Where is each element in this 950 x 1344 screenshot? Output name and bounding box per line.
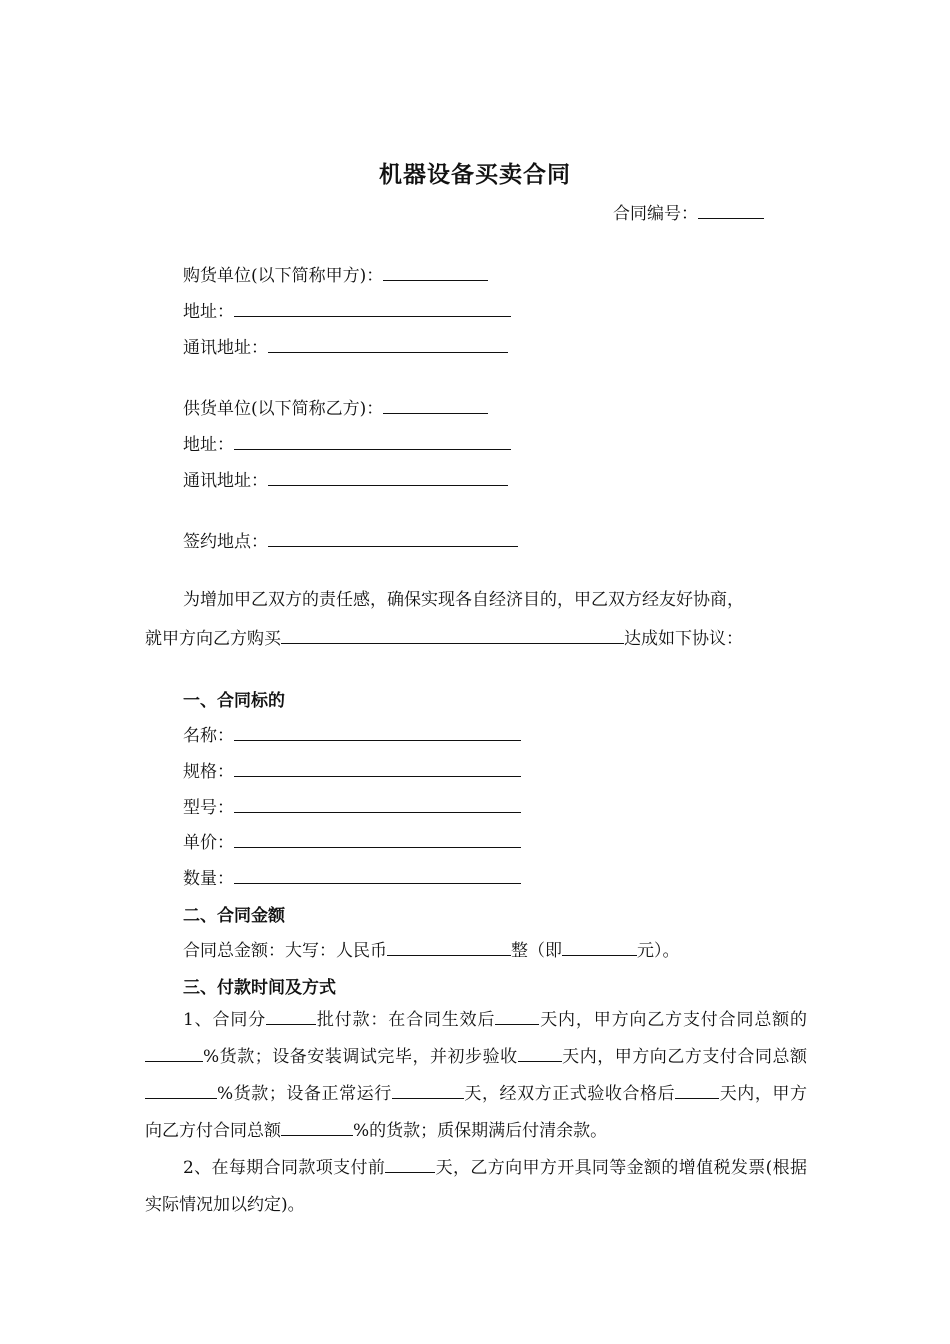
sign-place-blank[interactable] [268,529,518,547]
buyer-unit-line [183,263,488,287]
total-amount-label: 合同总金额：大写：人民币 [183,941,387,961]
first-payment-days-blank[interactable] [495,1007,539,1025]
clause-1-text-f: %货款；设备正常运行 [217,1084,392,1104]
operation-days-blank[interactable] [392,1081,464,1099]
seller-mail-address-blank[interactable] [268,468,508,486]
seller-address-blank[interactable] [234,432,511,450]
intro-line-1: 为增加甲乙双方的责任感，确保实现各自经济目的，甲乙双方经友好协商， [183,590,744,610]
sign-place-line [183,529,518,553]
purchase-item-blank[interactable] [281,626,624,644]
buyer-address-blank[interactable] [234,299,511,317]
payment-clauses [145,1002,807,1224]
clause-1-text-g: 天，经双方正式验收合格后 [463,1084,676,1104]
total-amount-end-text: 元）。 [637,941,680,961]
buyer-unit-blank[interactable] [383,263,488,281]
seller-address-line [183,432,511,456]
section-2-heading: 二、合同金额 [183,906,285,926]
intro-purchase-label: 就甲方向乙方购买 [145,629,281,649]
second-payment-percent-blank[interactable] [145,1081,217,1099]
clause-1-text-a: 1、合同分 [183,1010,267,1030]
buyer-address-label: 地址： [183,302,234,322]
field-spec-label: 规格： [183,762,234,782]
contract-number-blank[interactable] [698,201,764,219]
clause-1-text-c: 天内，甲方向乙方支付合同总额的 [539,1010,808,1030]
clause-1-text-d: %货款；设备安装调试完毕，并初步验收 [203,1047,518,1067]
clause-1-text-h: 天内，甲方向乙方付合同总额 [145,1084,808,1141]
field-name-blank[interactable] [234,723,521,741]
seller-mail-address-label: 通讯地址： [183,471,268,491]
intro-agreement-text: 达成如下协议： [624,629,743,649]
field-quantity-line [183,866,521,890]
section-1-heading: 一、合同标的 [183,691,285,711]
section-3-heading: 三、付款时间及方式 [183,978,336,998]
clause-1-text-i: %的货款；质保期满后付清余款。 [353,1121,608,1141]
amount-in-figures-blank[interactable] [562,938,637,956]
clause-2-text-b: 天，乙方向甲方开具同等金额的增值税发票(根据实际情况加以约定)。 [145,1158,807,1215]
document-title: 机器设备买卖合同 [379,162,571,188]
seller-mail-address-line [183,468,508,492]
final-acceptance-days-blank[interactable] [675,1081,719,1099]
buyer-unit-label: 购货单位(以下简称甲方)： [183,266,384,286]
field-name-label: 名称： [183,726,234,746]
buyer-mail-address-blank[interactable] [268,335,508,353]
field-unit-price-line [183,830,521,854]
payment-clause-2 [145,1150,807,1224]
clause-1-text-b: 批付款：在合同生效后 [316,1010,496,1030]
field-unit-price-label: 单价： [183,833,234,853]
field-model-line [183,795,521,819]
buyer-mail-address-label: 通讯地址： [183,338,268,358]
total-amount-line [183,938,680,962]
buyer-address-line [183,299,511,323]
buyer-mail-address-line [183,335,508,359]
field-quantity-blank[interactable] [234,866,521,884]
acceptance-days-blank[interactable] [518,1044,562,1062]
payment-clause-1 [145,1002,807,1150]
contract-number-line [613,201,764,225]
field-quantity-label: 数量： [183,869,234,889]
seller-unit-line [183,396,488,420]
field-spec-line [183,759,521,783]
total-amount-mid-text: 整（即 [511,941,562,961]
first-payment-percent-blank[interactable] [145,1044,203,1062]
installments-blank[interactable] [266,1007,316,1025]
field-model-blank[interactable] [234,795,521,813]
clause-2-text-a: 2、在每期合同款项支付前 [183,1158,386,1178]
seller-unit-label: 供货单位(以下简称乙方)： [183,399,384,419]
intro-line-2 [145,626,743,650]
field-unit-price-blank[interactable] [234,830,521,848]
seller-unit-blank[interactable] [383,396,488,414]
contract-number-label: 合同编号： [613,204,698,224]
clause-1-text-e: 天内，甲方向乙方支付合同总额 [561,1047,808,1067]
field-model-label: 型号： [183,798,234,818]
seller-address-label: 地址： [183,435,234,455]
sign-place-label: 签约地点： [183,532,268,552]
third-payment-percent-blank[interactable] [281,1118,353,1136]
field-spec-blank[interactable] [234,759,521,777]
invoice-days-blank[interactable] [385,1155,435,1173]
amount-in-words-blank[interactable] [387,938,511,956]
field-name-line [183,723,521,747]
